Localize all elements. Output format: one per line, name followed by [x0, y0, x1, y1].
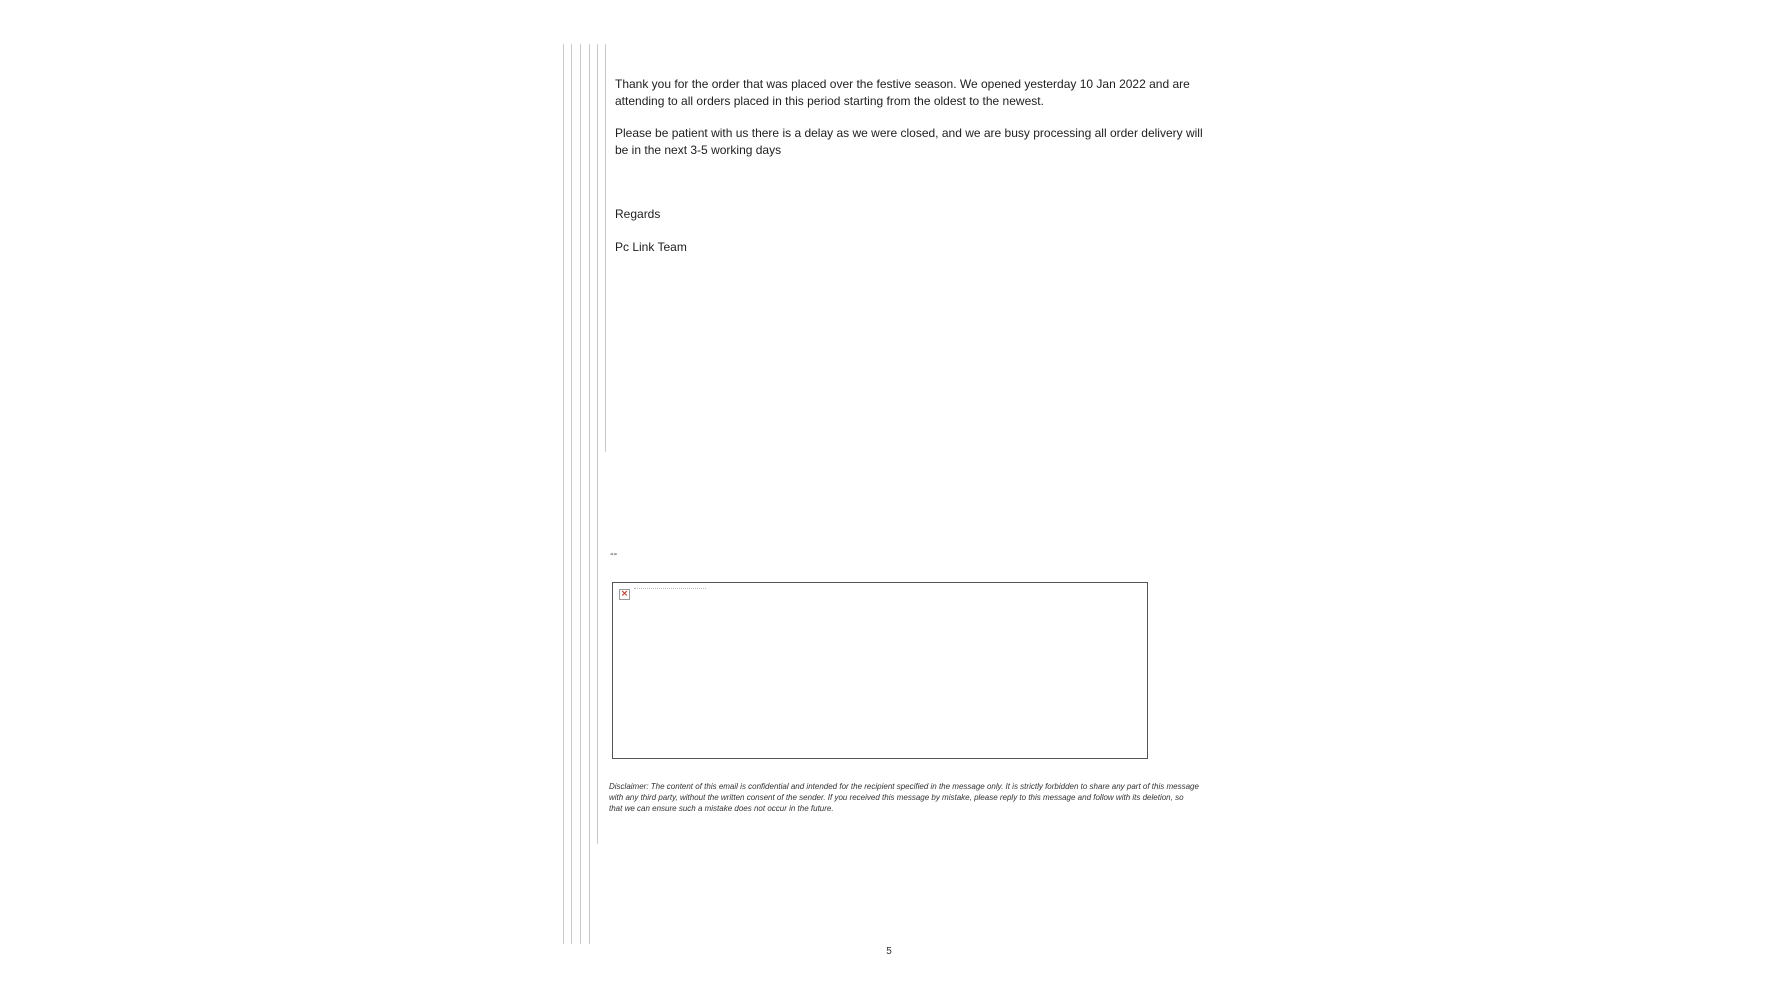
quote-rule: [563, 44, 564, 944]
quote-rule: [580, 44, 581, 944]
quote-rule: [571, 44, 572, 944]
email-closing: Regards: [615, 207, 661, 221]
quote-rule: [589, 44, 590, 944]
broken-image-icon: ×: [620, 589, 629, 599]
signature-image-placeholder: [612, 582, 1148, 759]
signature-separator: --: [610, 548, 618, 560]
email-disclaimer: Disclaimer: The content of this email is confidential and intended for the recipient specified in the message only. It is strictly forbidden to share any part of this message with any third party, without the written consent of the sender. If you received this message by mistake, please reply to this message and follow with its deletion, so that we can ensure such a mistake does not occur in the future.: [609, 782, 1199, 813]
page-number: 5: [886, 946, 892, 957]
quote-rule: [597, 44, 598, 844]
email-paragraph-2: Please be patient with us there is a delay as we were closed, and we are busy processing all order delivery will be in the next 3-5 working days: [615, 126, 1203, 157]
email-signature: Pc Link Team: [615, 240, 687, 254]
email-paragraph-1: Thank you for the order that was placed over the festive season. We opened yesterday 10 Jan 2022 and are attending to all orders placed in this period starting from the oldest to the newest.: [615, 77, 1190, 108]
quote-rule: [605, 44, 606, 452]
image-alt-text: [634, 588, 706, 590]
